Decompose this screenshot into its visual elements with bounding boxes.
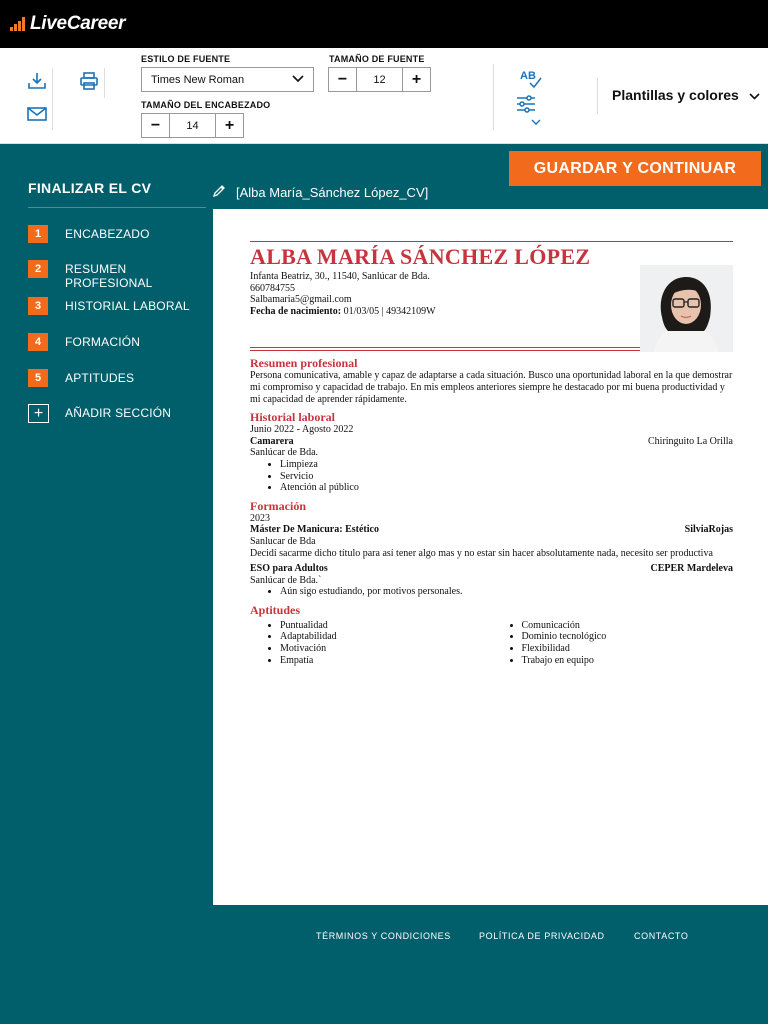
work-dates: Junio 2022 - Agosto 2022 <box>250 424 354 436</box>
edu-location: Sanlucar de Bda <box>250 535 316 547</box>
sidebar-item-label: HISTORIAL LABORAL <box>65 299 190 313</box>
sidebar-item-skills[interactable] <box>28 369 134 387</box>
resume-preview[interactable] <box>213 209 768 905</box>
contact-link[interactable]: CONTACTO <box>634 931 689 941</box>
logo-text: LiveCareer <box>30 13 126 34</box>
profile-photo <box>640 265 733 352</box>
skills-column-right <box>492 620 734 666</box>
font-size-value[interactable]: 12 <box>356 68 403 91</box>
plus-icon: + <box>28 404 49 423</box>
list-item: • Adaptabilidad <box>280 631 492 643</box>
font-size-increase-button[interactable]: + <box>411 70 422 88</box>
sidebar-item-label: APTITUDES <box>65 371 135 385</box>
file-name[interactable] <box>212 184 428 201</box>
font-size-decrease-button[interactable]: − <box>337 70 348 88</box>
work-location: Sanlúcar de Bda. <box>250 447 319 459</box>
terms-link[interactable]: TÉRMINOS Y CONDICIONES <box>316 931 451 941</box>
file-name-text: [Alba María_Sánchez López_CV] <box>236 185 429 200</box>
font-style-select[interactable] <box>141 67 314 92</box>
divider <box>493 64 494 130</box>
svg-text:AB: AB <box>520 70 536 82</box>
work-history-heading: Historial laboral <box>250 410 335 425</box>
job-title: Camarera <box>250 435 294 447</box>
list-item: • Puntualidad <box>280 620 492 632</box>
edu-title-row <box>250 563 733 575</box>
list-item: • Trabajo en equipo <box>522 655 734 667</box>
list-item: • Limpieza <box>280 459 733 471</box>
header-size-stepper <box>141 113 244 138</box>
chevron-down-icon[interactable] <box>529 117 543 127</box>
step-number: 3 <box>28 297 48 315</box>
print-icon[interactable] <box>78 70 100 92</box>
download-icon[interactable] <box>26 70 48 92</box>
list-item: • Empatía <box>280 655 492 667</box>
font-size-label: TAMAÑO DE FUENTE <box>329 54 425 64</box>
sidebar-item-label: FORMACIÓN <box>65 335 141 349</box>
skills-heading: Aptitudes <box>250 602 301 617</box>
resume-email: Salbamaria5@gmail.com <box>250 294 352 306</box>
header-size-decrease-button[interactable]: − <box>150 116 161 134</box>
divider <box>104 68 105 98</box>
top-bar <box>0 0 768 48</box>
privacy-link[interactable]: POLÍTICA DE PRIVACIDAD <box>479 931 605 941</box>
resume-phone: 660784755 <box>250 282 295 294</box>
work-title-row <box>250 436 733 448</box>
summary-text: Persona comunicativa, amable y capaz de adaptarse a cada situación. Busco una oportunidad laboral en la que demostrar mi compromiso y capacidad de trabajo. En mis empleos anteriores siempre he destacado por mi buena productividad y mi capacidad de aprender rápidamente. <box>250 370 733 405</box>
school-name: SilviaRojas <box>684 524 733 536</box>
divider <box>28 207 206 208</box>
header-size-increase-button[interactable]: + <box>224 116 235 134</box>
templates-colors-label: Plantillas y colores <box>612 87 739 103</box>
sidebar-item-work-history[interactable] <box>28 297 190 315</box>
list-item: • Motivación <box>280 643 492 655</box>
sidebar-item-label: AÑADIR SECCIÓN <box>65 406 172 420</box>
spellcheck-icon[interactable] <box>516 68 544 90</box>
sidebar-item-education[interactable] <box>28 333 140 351</box>
school-name: CEPER Mardeleva <box>650 563 733 575</box>
edu-description: Decidí sacarme dicho título para así tener algo mas y no estar sin hacer absolutamente nada, necesito ser productiva <box>250 547 713 559</box>
degree-title: Máster De Manicura: Estético <box>250 524 379 536</box>
skills-list <box>250 620 733 666</box>
save-continue-button[interactable]: GUARDAR Y CONTINUAR <box>509 151 761 186</box>
list-item: • Flexibilidad <box>522 643 734 655</box>
divider <box>597 78 598 114</box>
list-item: • Atención al público <box>280 482 733 494</box>
step-number: 4 <box>28 333 48 351</box>
sidebar-item-label: ENCABEZADO <box>65 227 150 241</box>
sidebar-item-summary[interactable] <box>28 260 165 290</box>
templates-colors-button[interactable] <box>612 87 760 103</box>
sidebar-add-section[interactable] <box>28 404 171 423</box>
list-item: • Aún sigo estudiando, por motivos personales. <box>280 586 733 598</box>
font-size-stepper <box>328 67 431 92</box>
step-number: 1 <box>28 225 48 243</box>
font-style-value: Times New Roman <box>151 73 245 86</box>
skills-column-left <box>250 620 492 666</box>
resume-address: Infanta Beatriz, 30., 11540, Sanlúcar de Bda. <box>250 271 430 282</box>
summary-heading: Resumen profesional <box>250 356 358 371</box>
chevron-down-icon <box>749 87 760 103</box>
employer: Chiringuito La Orilla <box>648 435 733 447</box>
header-size-label: TAMAÑO DEL ENCABEZADO <box>141 100 271 110</box>
sliders-icon[interactable] <box>514 94 538 114</box>
resume-name: ALBA MARÍA SÁNCHEZ LÓPEZ <box>250 244 591 269</box>
edu-title-row <box>250 524 733 536</box>
edu-year: 2023 <box>250 512 270 524</box>
step-number: 5 <box>28 369 48 387</box>
header-size-value[interactable]: 14 <box>169 114 216 137</box>
work-bullets <box>250 459 733 494</box>
divider <box>52 68 53 130</box>
degree-title: ESO para Adultos <box>250 563 328 575</box>
livecareer-logo[interactable] <box>10 12 125 36</box>
education-heading: Formación <box>250 498 306 513</box>
email-icon[interactable] <box>26 104 48 124</box>
resume-document <box>250 241 733 666</box>
step-number: 2 <box>28 260 48 278</box>
sidebar-item-header[interactable] <box>28 225 150 243</box>
list-item: • Servicio <box>280 471 733 483</box>
list-item: • Dominio tecnológico <box>522 631 734 643</box>
edu-location: Sanlúcar de Bda.` <box>250 574 322 586</box>
dob-label: Fecha de nacimiento: <box>250 305 342 317</box>
logo-bars-icon <box>10 17 28 31</box>
sidebar-item-label: RESUMEN PROFESIONAL <box>65 262 153 290</box>
sidebar-title: FINALIZAR EL CV <box>28 180 152 196</box>
pencil-icon[interactable] <box>212 184 226 201</box>
dob-value: 01/03/05 | 49342109W <box>341 305 436 317</box>
list-item: • Comunicación <box>522 620 734 632</box>
chevron-down-icon <box>292 74 304 86</box>
font-style-label: ESTILO DE FUENTE <box>141 54 231 64</box>
edu-bullets <box>250 586 733 598</box>
divider <box>250 241 733 242</box>
